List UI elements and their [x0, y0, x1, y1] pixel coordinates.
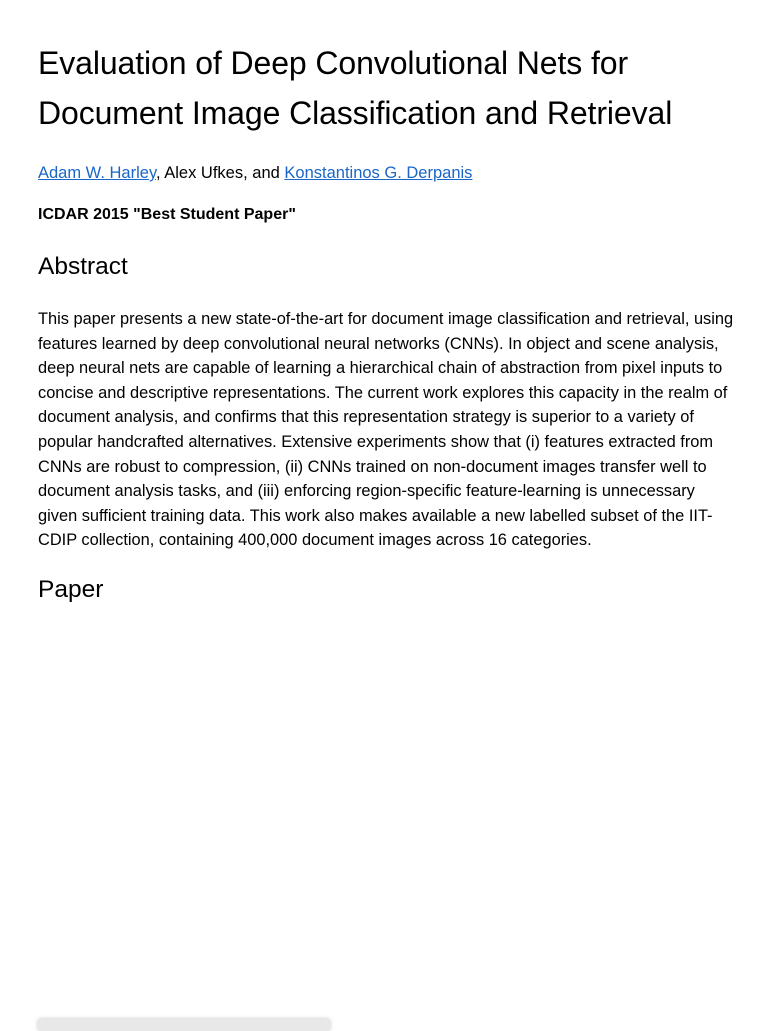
author-list: [38, 162, 738, 184]
paper-heading: Paper: [38, 575, 104, 603]
author-ufkes: Alex Ufkes: [164, 164, 244, 182]
abstract-heading: Abstract: [38, 253, 128, 280]
page-title: Evaluation of Deep Convolutional Nets for Document Image Classification and Retrieval: [38, 45, 673, 131]
author-separator: , and: [243, 164, 285, 182]
author-link-harley[interactable]: Adam W. Harley: [38, 164, 156, 182]
author-separator: ,: [155, 164, 165, 182]
author-link-derpanis[interactable]: Konstantinos G. Derpanis: [284, 164, 473, 182]
award-note: ICDAR 2015 "Best Student Paper": [38, 206, 296, 223]
abstract-text: This paper presents a new state-of-the-art for document image classification and retrieval, using features learned by deep convolutional neural networks (CNNs). In object and scene analysis, deep neural nets are capable of learning a hierarchical chain of abstraction from pixel inputs to concise and descriptive representations. The current work explores this capacity in the realm of document analysis, and confirms that this representation strategy is superior to a variety of popular handcrafted alternatives. Extensive experiments show that (i) features extracted from CNNs are robust to compression, (ii) CNNs trained on non-document images transfer well to document analysis tasks, and (iii) enforcing region-specific feature-learning is unnecessary given sufficient training data. This work also makes available a new labelled subset of the IIT-CDIP collection, containing 400,000 document images across 16 categories.: [38, 310, 734, 550]
paper-preview-embed[interactable]: [38, 1019, 330, 1031]
page-content: [38, 0, 738, 605]
